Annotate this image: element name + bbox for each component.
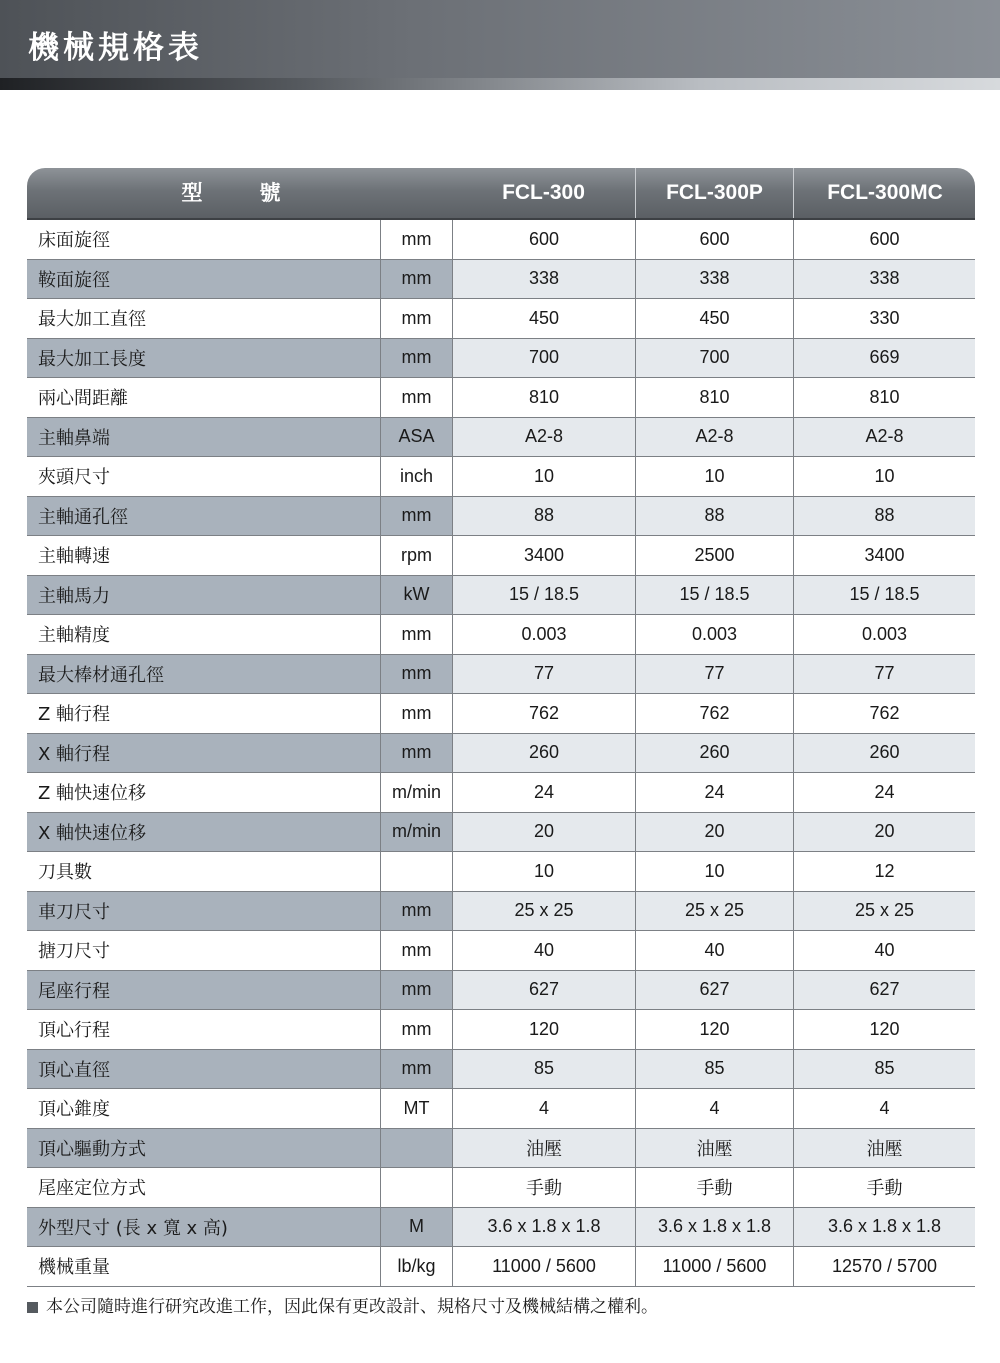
row-value-model-1: 15 / 18.5 <box>453 576 635 615</box>
row-label: 頂心行程 <box>27 1010 380 1049</box>
row-value-model-2: 810 <box>635 378 793 417</box>
row-unit: mm <box>380 694 453 733</box>
row-value-model-1: 10 <box>453 852 635 891</box>
row-value-model-2: 手動 <box>635 1168 793 1207</box>
row-value-model-1: 40 <box>453 931 635 970</box>
row-value-model-2: 15 / 18.5 <box>635 576 793 615</box>
table-row <box>27 260 975 300</box>
row-value-model-1: 85 <box>453 1050 635 1089</box>
row-unit: mm <box>380 497 453 536</box>
row-value-model-1: 762 <box>453 694 635 733</box>
row-value-model-2: 油壓 <box>635 1129 793 1168</box>
row-unit: mm <box>380 1010 453 1049</box>
row-value-model-3: 40 <box>793 931 975 970</box>
row-label: 床面旋徑 <box>27 220 380 259</box>
table-row <box>27 971 975 1011</box>
row-value-model-3: 12 <box>793 852 975 891</box>
row-value-model-2: 0.003 <box>635 615 793 654</box>
row-value-model-3: 810 <box>793 378 975 417</box>
header-model-3: FCL-300MC <box>793 168 976 218</box>
row-value-model-1: 0.003 <box>453 615 635 654</box>
row-value-model-1: 450 <box>453 299 635 338</box>
table-row <box>27 813 975 853</box>
row-label: 尾座行程 <box>27 971 380 1010</box>
table-row <box>27 892 975 932</box>
row-unit: mm <box>380 220 453 259</box>
row-label: 夾頭尺寸 <box>27 457 380 496</box>
bullet-square-icon <box>27 1302 38 1313</box>
row-value-model-1: 700 <box>453 339 635 378</box>
row-label: 主軸轉速 <box>27 536 380 575</box>
row-value-model-3: 330 <box>793 299 975 338</box>
header-model-2: FCL-300P <box>635 168 793 218</box>
row-value-model-2: 2500 <box>635 536 793 575</box>
table-row <box>27 497 975 537</box>
row-value-model-3: 85 <box>793 1050 975 1089</box>
row-value-model-3: 10 <box>793 457 975 496</box>
row-unit: mm <box>380 734 453 773</box>
row-unit: inch <box>380 457 453 496</box>
spec-table <box>27 168 975 1287</box>
row-value-model-2: 40 <box>635 931 793 970</box>
row-unit: MT <box>380 1089 453 1128</box>
row-unit: lb/kg <box>380 1247 453 1286</box>
row-unit: mm <box>380 339 453 378</box>
row-value-model-2: 338 <box>635 260 793 299</box>
row-value-model-3: 4 <box>793 1089 975 1128</box>
table-body <box>27 220 975 1287</box>
row-label: 外型尺寸 (長 x 寬 x 高) <box>27 1208 380 1247</box>
row-unit <box>380 1168 453 1207</box>
row-unit: mm <box>380 655 453 694</box>
row-value-model-2: 3.6 x 1.8 x 1.8 <box>635 1208 793 1247</box>
footer-note <box>27 1295 658 1319</box>
row-unit: mm <box>380 299 453 338</box>
row-value-model-2: 20 <box>635 813 793 852</box>
row-value-model-1: 油壓 <box>453 1129 635 1168</box>
row-value-model-3: 3400 <box>793 536 975 575</box>
row-unit <box>380 852 453 891</box>
row-value-model-1: 260 <box>453 734 635 773</box>
row-label: 刀具數 <box>27 852 380 891</box>
row-label: 頂心錐度 <box>27 1089 380 1128</box>
row-label: 鞍面旋徑 <box>27 260 380 299</box>
row-label: 機械重量 <box>27 1247 380 1286</box>
row-label: 主軸馬力 <box>27 576 380 615</box>
row-value-model-2: 260 <box>635 734 793 773</box>
row-value-model-3: 油壓 <box>793 1129 975 1168</box>
table-row <box>27 536 975 576</box>
row-unit: mm <box>380 615 453 654</box>
row-label: 車刀尺寸 <box>27 892 380 931</box>
row-value-model-3: 338 <box>793 260 975 299</box>
table-row <box>27 1208 975 1248</box>
table-row <box>27 1247 975 1287</box>
row-unit: mm <box>380 971 453 1010</box>
row-value-model-3: 24 <box>793 773 975 812</box>
row-value-model-2: 4 <box>635 1089 793 1128</box>
row-value-model-1: 11000 / 5600 <box>453 1247 635 1286</box>
row-value-model-3: 600 <box>793 220 975 259</box>
row-label: 兩心間距離 <box>27 378 380 417</box>
row-value-model-2: 77 <box>635 655 793 694</box>
row-unit: m/min <box>380 813 453 852</box>
row-value-model-3: 77 <box>793 655 975 694</box>
row-value-model-3: 12570 / 5700 <box>793 1247 975 1286</box>
table-row <box>27 457 975 497</box>
table-row <box>27 694 975 734</box>
table-header <box>27 168 975 220</box>
row-value-model-1: 10 <box>453 457 635 496</box>
table-row <box>27 615 975 655</box>
row-unit: mm <box>380 260 453 299</box>
row-value-model-1: 600 <box>453 220 635 259</box>
row-label: Z 軸行程 <box>27 694 380 733</box>
table-row <box>27 576 975 616</box>
row-label: X 軸快速位移 <box>27 813 380 852</box>
row-value-model-1: 810 <box>453 378 635 417</box>
row-value-model-3: 20 <box>793 813 975 852</box>
row-label: 頂心驅動方式 <box>27 1129 380 1168</box>
table-row <box>27 418 975 458</box>
row-value-model-2: 762 <box>635 694 793 733</box>
table-row <box>27 299 975 339</box>
row-value-model-3: 762 <box>793 694 975 733</box>
row-value-model-3: A2-8 <box>793 418 975 457</box>
row-value-model-1: 627 <box>453 971 635 1010</box>
page-title: 機械規格表 <box>28 30 203 66</box>
row-label: 主軸通孔徑 <box>27 497 380 536</box>
row-label: 最大棒材通孔徑 <box>27 655 380 694</box>
row-value-model-3: 手動 <box>793 1168 975 1207</box>
table-row <box>27 655 975 695</box>
table-row <box>27 378 975 418</box>
row-value-model-2: 600 <box>635 220 793 259</box>
row-value-model-1: 24 <box>453 773 635 812</box>
header-banner <box>0 0 1000 90</box>
header-stripe <box>0 78 1000 90</box>
row-unit: mm <box>380 1050 453 1089</box>
row-label: 搪刀尺寸 <box>27 931 380 970</box>
row-value-model-3: 3.6 x 1.8 x 1.8 <box>793 1208 975 1247</box>
row-value-model-2: 24 <box>635 773 793 812</box>
row-value-model-1: A2-8 <box>453 418 635 457</box>
row-unit: m/min <box>380 773 453 812</box>
table-row <box>27 1168 975 1208</box>
row-value-model-3: 15 / 18.5 <box>793 576 975 615</box>
row-value-model-2: 627 <box>635 971 793 1010</box>
row-unit: kW <box>380 576 453 615</box>
row-value-model-2: 120 <box>635 1010 793 1049</box>
row-label: 最大加工直徑 <box>27 299 380 338</box>
row-value-model-1: 77 <box>453 655 635 694</box>
row-value-model-2: A2-8 <box>635 418 793 457</box>
table-row <box>27 1010 975 1050</box>
table-row <box>27 852 975 892</box>
row-value-model-3: 0.003 <box>793 615 975 654</box>
row-value-model-1: 338 <box>453 260 635 299</box>
row-value-model-1: 88 <box>453 497 635 536</box>
header-type-label: 型 號 <box>181 181 299 205</box>
row-value-model-3: 120 <box>793 1010 975 1049</box>
row-value-model-1: 25 x 25 <box>453 892 635 931</box>
row-unit: mm <box>380 931 453 970</box>
row-value-model-1: 120 <box>453 1010 635 1049</box>
row-unit: mm <box>380 378 453 417</box>
row-value-model-1: 3.6 x 1.8 x 1.8 <box>453 1208 635 1247</box>
row-unit: ASA <box>380 418 453 457</box>
row-value-model-2: 10 <box>635 457 793 496</box>
row-value-model-2: 25 x 25 <box>635 892 793 931</box>
table-row <box>27 1129 975 1169</box>
row-value-model-2: 10 <box>635 852 793 891</box>
header-model-1: FCL-300 <box>502 181 585 204</box>
row-value-model-2: 88 <box>635 497 793 536</box>
row-label: X 軸行程 <box>27 734 380 773</box>
table-row <box>27 1089 975 1129</box>
row-label: 主軸精度 <box>27 615 380 654</box>
row-value-model-1: 3400 <box>453 536 635 575</box>
row-unit: mm <box>380 892 453 931</box>
row-label: 最大加工長度 <box>27 339 380 378</box>
row-value-model-2: 450 <box>635 299 793 338</box>
row-value-model-3: 25 x 25 <box>793 892 975 931</box>
row-unit: rpm <box>380 536 453 575</box>
footer-note-text: 本公司隨時進行研究改進工作，因此保有更改設計、規格尺寸及機械結構之權利。 <box>46 1297 658 1317</box>
table-row <box>27 773 975 813</box>
row-value-model-3: 627 <box>793 971 975 1010</box>
row-label: 尾座定位方式 <box>27 1168 380 1207</box>
row-label: Z 軸快速位移 <box>27 773 380 812</box>
row-value-model-2: 700 <box>635 339 793 378</box>
table-row <box>27 734 975 774</box>
row-unit <box>380 1129 453 1168</box>
table-row <box>27 931 975 971</box>
table-row <box>27 220 975 260</box>
row-label: 頂心直徑 <box>27 1050 380 1089</box>
table-row <box>27 1050 975 1090</box>
row-value-model-3: 669 <box>793 339 975 378</box>
row-label: 主軸鼻端 <box>27 418 380 457</box>
row-value-model-1: 20 <box>453 813 635 852</box>
row-value-model-3: 260 <box>793 734 975 773</box>
row-value-model-1: 手動 <box>453 1168 635 1207</box>
row-value-model-2: 85 <box>635 1050 793 1089</box>
row-value-model-3: 88 <box>793 497 975 536</box>
row-value-model-1: 4 <box>453 1089 635 1128</box>
table-row <box>27 339 975 379</box>
row-value-model-2: 11000 / 5600 <box>635 1247 793 1286</box>
row-unit: M <box>380 1208 453 1247</box>
